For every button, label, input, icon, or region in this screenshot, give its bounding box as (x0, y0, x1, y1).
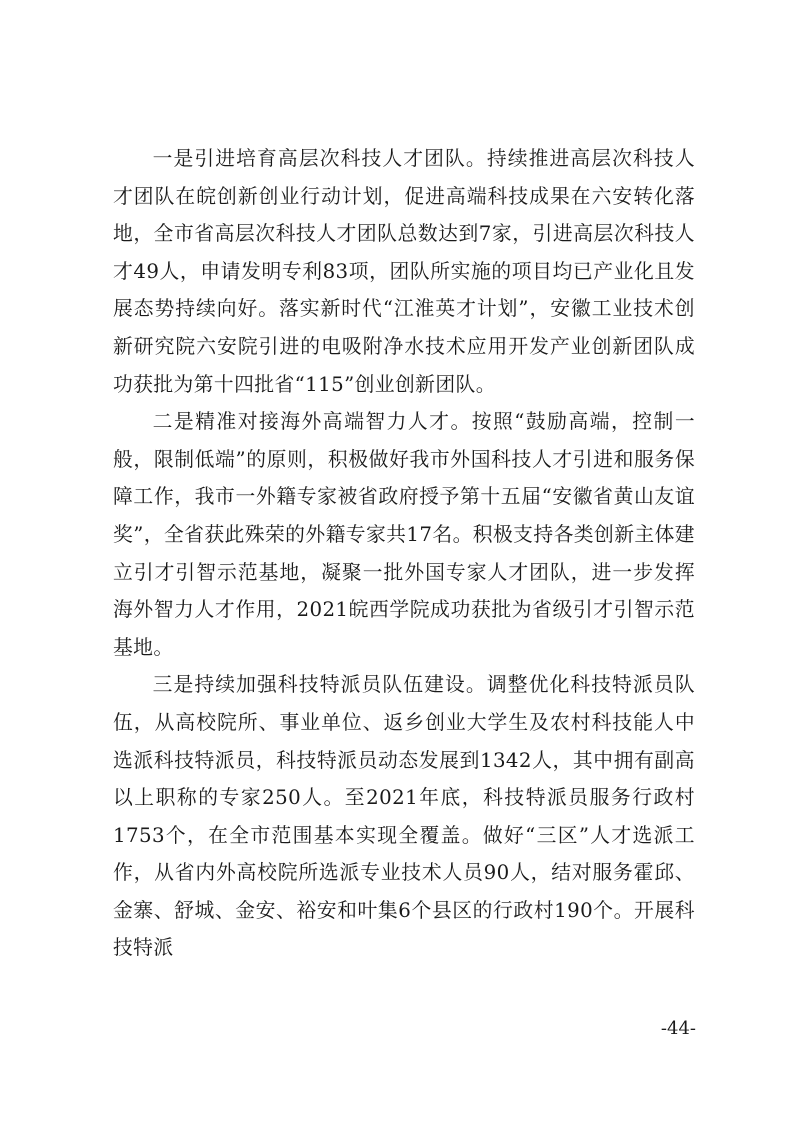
document-body (113, 140, 695, 967)
paragraph-overseas-talent: 二是精准对接海外高端智力人才。按照“鼓励高端，控制一般，限制低端”的原则，积极做好我市外国科技人才引进和服务保障工作，我市一外籍专家被省政府授予第十五届“安徽省黄山友谊奖”，全省获此殊荣的外籍专家共17名。积极支持各类创新主体建立引才引智示范基地，凝聚一批外国专家人才团队，进一步发挥海外智力人才作用，2021皖西学院成功获批为省级引才引智示范基地。 (113, 410, 695, 659)
paragraph-talent-teams: 一是引进培育高层次科技人才团队。持续推进高层次科技人才团队在皖创新创业行动计划，促进高端科技成果在六安转化落地，全市省高层次科技人才团队总数达到7家，引进高层次科技人才49人，申请发明专利83项，团队所实施的项目均已产业化且发展态势持续向好。落实新时代“江淮英才计划”，安徽工业技术创新研究院六安院引进的电吸附净水技术应用开发产业创新团队成功获批为第十四批省“115”创业创新团队。 (113, 147, 695, 396)
page-number: -44- (660, 1018, 696, 1039)
paragraph-tech-commissioners: 三是持续加强科技特派员队伍建设。调整优化科技特派员队伍，从高校院所、事业单位、返乡创业大学生及农村科技能人中选派科技特派员，科技特派员动态发展到1342人，其中拥有副高以上职称的专家250人。至2021年底，科技特派员服务行政村1753个，在全市范围基本实现全覆盖。做好“三区”人才选派工作，从省内外高校院所选派专业技术人员90人，结对服务霍邱、金寨、舒城、金安、裕安和叶集6个县区的行政村190个。开展科技特派 (113, 673, 695, 960)
